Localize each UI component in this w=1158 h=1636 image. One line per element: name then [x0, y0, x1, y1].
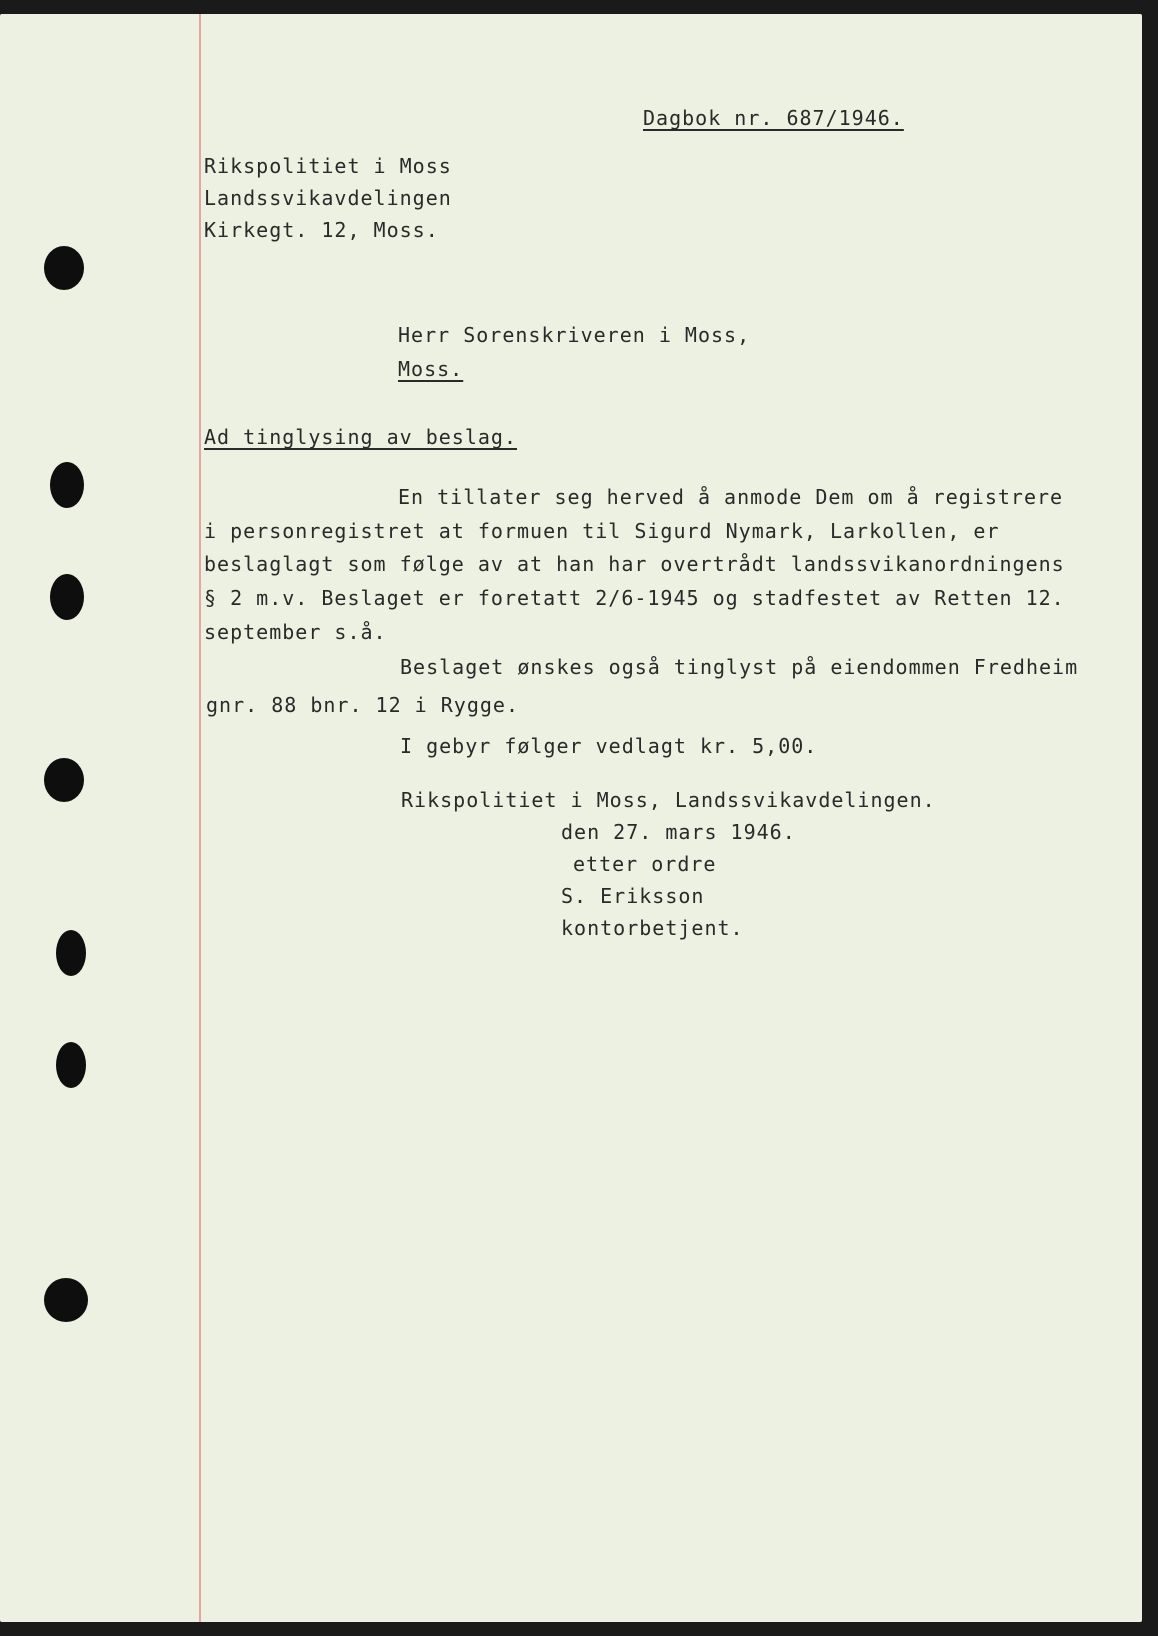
- document-page: [0, 14, 1142, 1622]
- punch-hole: [50, 574, 84, 620]
- sender-line: Kirkegt. 12, Moss.: [204, 218, 439, 242]
- punch-hole: [44, 246, 84, 290]
- recipient-line: Moss.: [398, 357, 464, 381]
- signature-org: Rikspolitiet i Moss, Landssvikavdelingen.: [401, 788, 936, 812]
- body-line: § 2 m.v. Beslaget er foretatt 2/6-1945 og stadfestet av Retten 12.: [204, 586, 1065, 610]
- body-line: Beslaget ønskes også tinglyst på eiendommen Fredheim: [400, 655, 1079, 679]
- body-line: beslaglagt som følge av at han har overtrådt landssvikanordningens: [204, 552, 1065, 576]
- punch-hole: [50, 462, 84, 508]
- signature-title: kontorbetjent.: [561, 916, 744, 940]
- journal-reference: Dagbok nr. 687/1946.: [643, 106, 904, 130]
- signature-order: etter ordre: [573, 852, 717, 876]
- body-line: i personregistret at formuen til Sigurd Nymark, Larkollen, er: [204, 519, 1000, 543]
- punch-hole: [56, 930, 86, 976]
- margin-line: [199, 14, 201, 1622]
- subject-line: Ad tinglysing av beslag.: [204, 425, 517, 449]
- signature-name: S. Eriksson: [561, 884, 705, 908]
- body-line: En tillater seg herved å anmode Dem om å registrere: [398, 485, 1064, 509]
- signature-date: den 27. mars 1946.: [561, 820, 796, 844]
- body-line: september s.å.: [204, 620, 387, 644]
- sender-line: Landssvikavdelingen: [204, 186, 452, 210]
- body-line: gnr. 88 bnr. 12 i Rygge.: [206, 693, 519, 717]
- punch-hole: [56, 1042, 86, 1088]
- punch-hole: [44, 1278, 88, 1322]
- recipient-line: Herr Sorenskriveren i Moss,: [398, 323, 751, 347]
- sender-line: Rikspolitiet i Moss: [204, 154, 452, 178]
- punch-hole: [44, 758, 84, 802]
- body-line: I gebyr følger vedlagt kr. 5,00.: [400, 734, 818, 758]
